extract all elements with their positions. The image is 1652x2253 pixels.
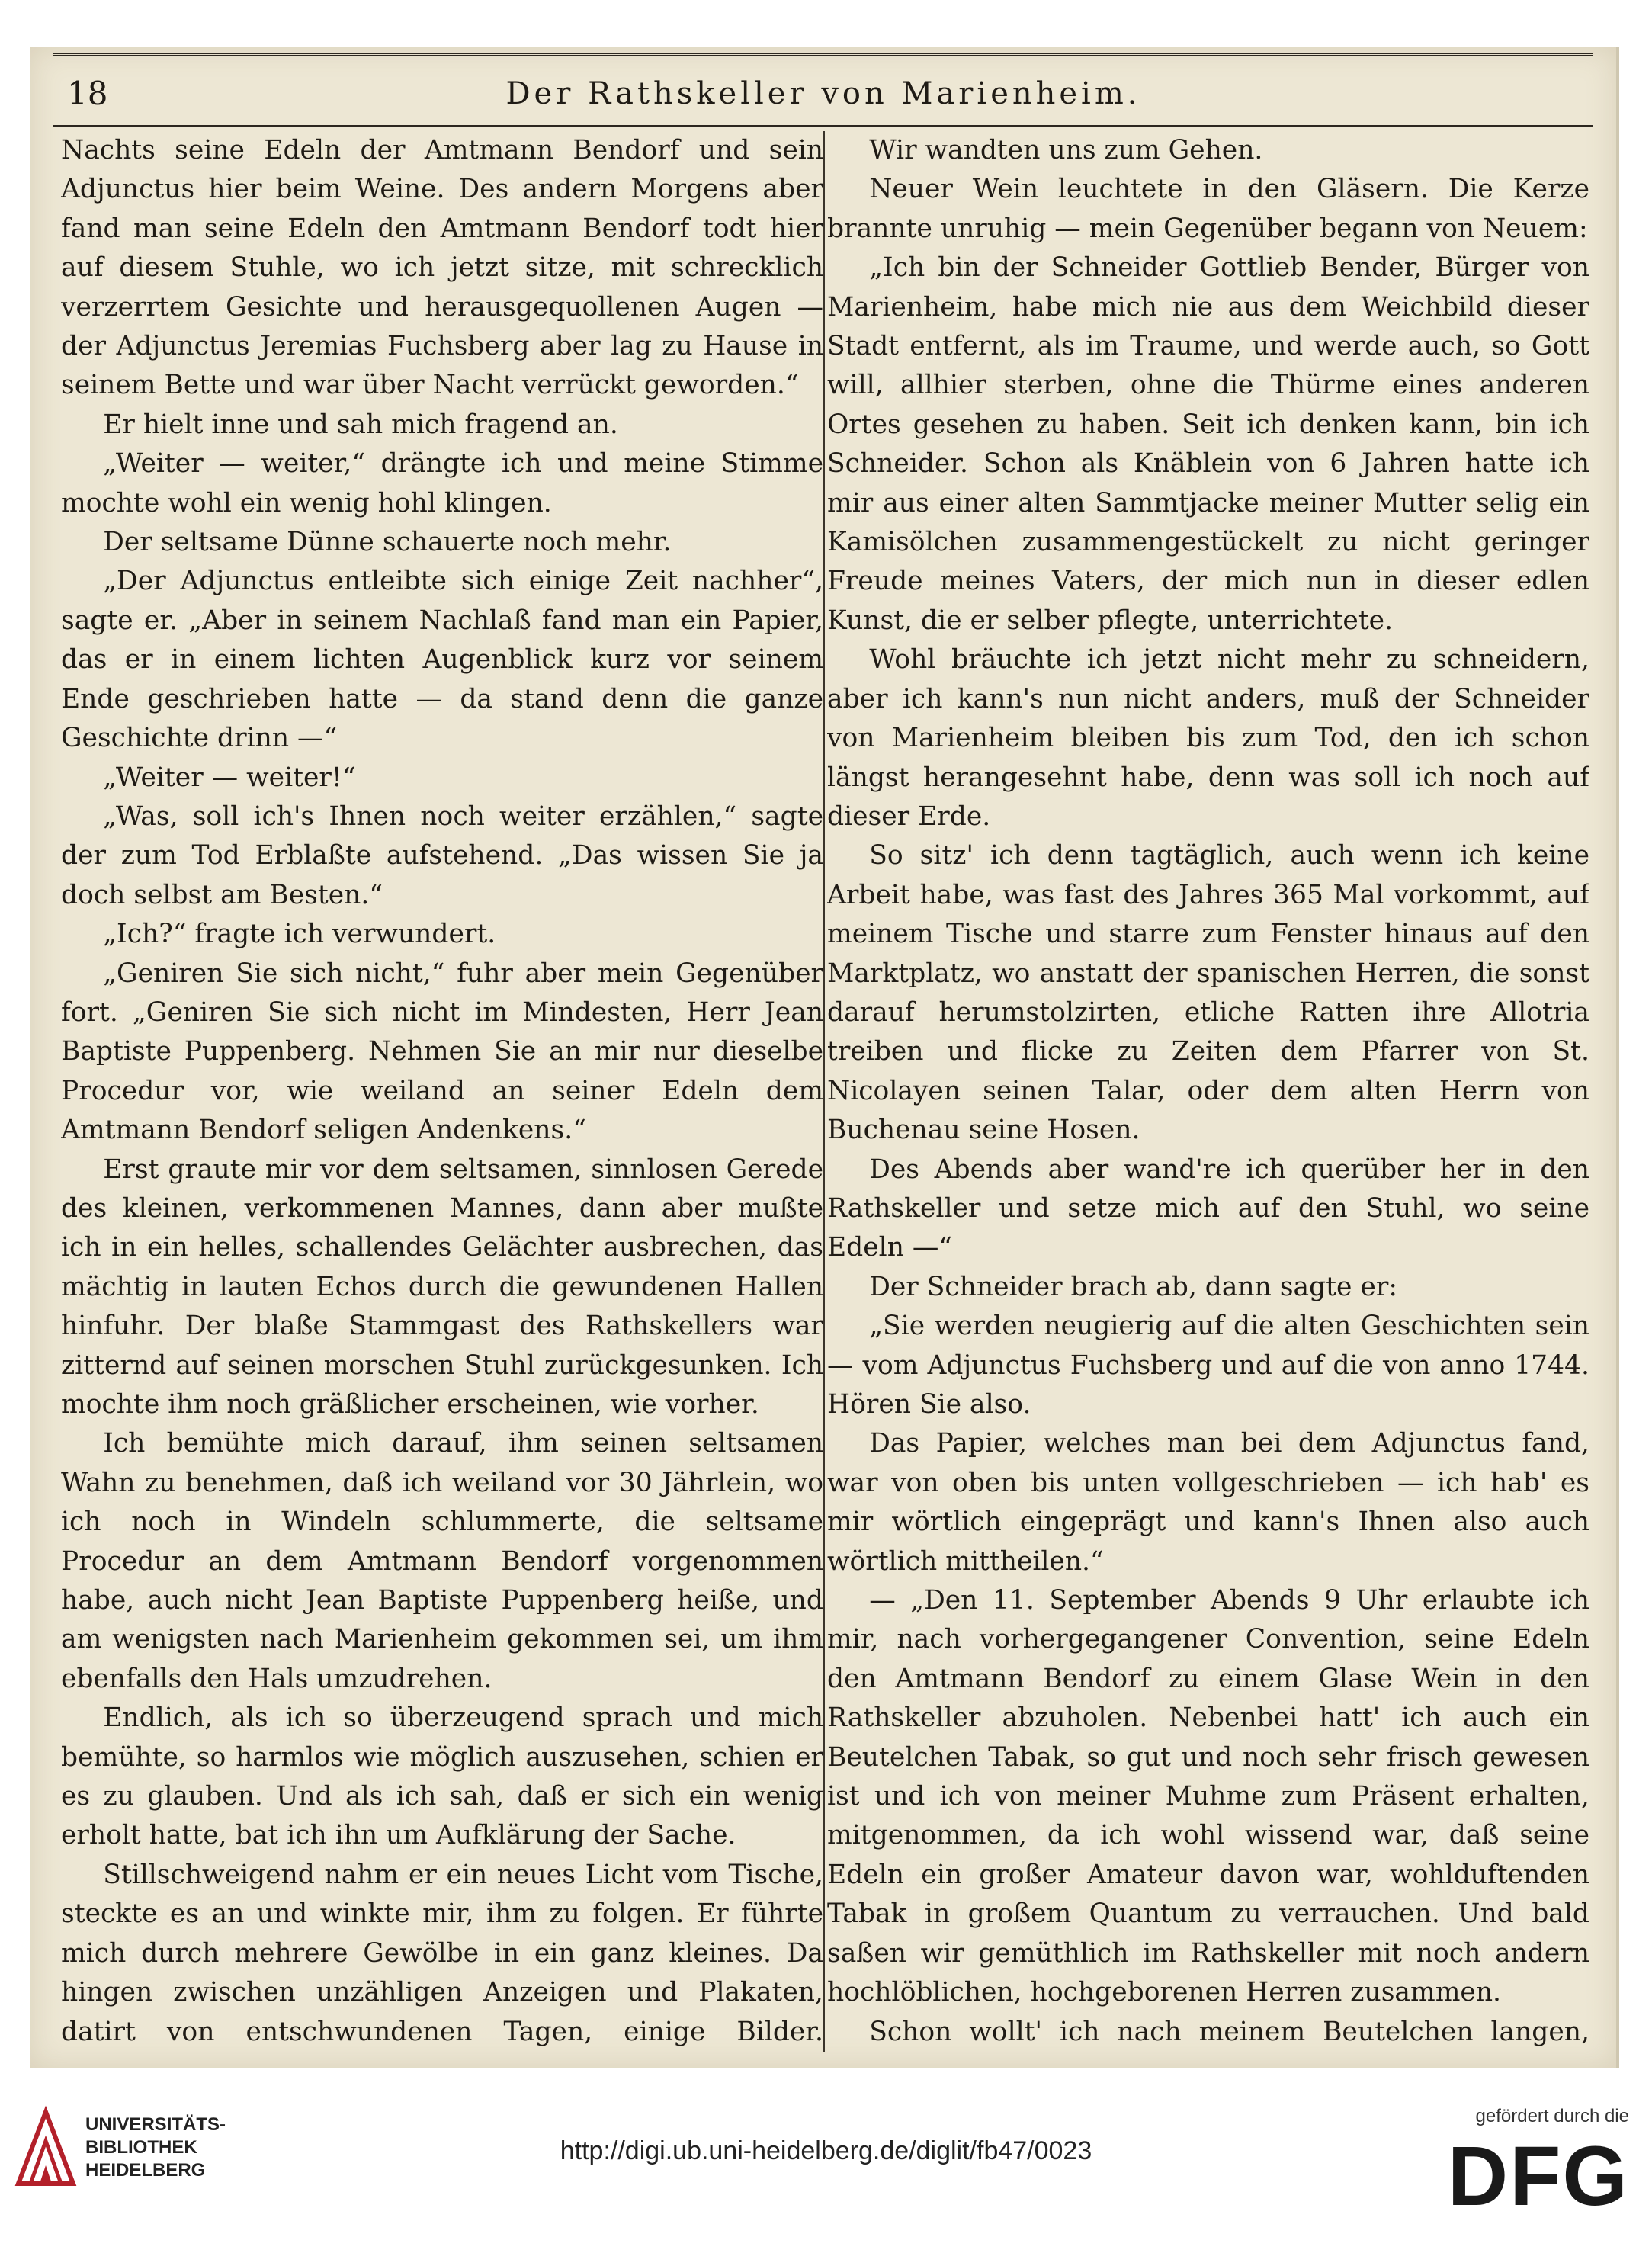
page-number: 18 xyxy=(67,75,108,112)
paragraph: „Ich bin der Schneider Gottlieb Bender, Bürger von Marienheim, habe mich nie aus dem Weichbild dieser Stadt entfernt, als im Traume, und werde auch, so Gott will, allhier sterben, ohne die Thürme eines anderen Ortes gesehen zu haben. Seit ich denken kann, bin ich Schneider. Schon als Knäblein von 6 Jahren hatte ich mir aus einer alten Sammtjacke meiner Mutter selig ein Kamisölchen zusammengestückelt zu nicht geringer Freude meines Vaters, der mich nun in dieser edlen Kunst, die er selber pflegte, unterrichtete. xyxy=(827,252,1589,636)
paragraph: „Was, soll ich's Ihnen noch weiter erzählen,“ sagte der zum Tod Erblaßte aufstehend. „Das wissen Sie ja doch selbst am Besten.“ xyxy=(61,801,823,910)
paragraph: Der Schneider brach ab, dann sagte er: xyxy=(869,1271,1397,1302)
paragraph: Neuer Wein leuchtete in den Gläsern. Die Kerze brannte unruhig — mein Gegenüber begann von Neuem: xyxy=(827,174,1589,244)
paragraph: So sitz' ich denn tagtäglich, auch wenn ich keine Arbeit habe, was fast des Jahres 365 Mal vorkommt, auf meinem Tische und starre zum Fenster hinaus auf den Marktplatz, wo anstatt der spanischen Herren, die sonst darauf herumstolzirten, etliche Ratten ihre Allotria treiben und flicke zu Zeiten dem Pfarrer von St. Nicolayen seinen Talar, oder dem alten Herrn von Buchenau seine Hosen. xyxy=(827,840,1589,1146)
left-column xyxy=(61,131,823,2052)
paragraph: „Weiter — weiter!“ xyxy=(103,762,356,793)
paragraph: Ich bemühte mich darauf, ihm seinen seltsamen Wahn zu benehmen, daß ich weiland vor 30 Jährlein, wo ich noch in Windeln schlummerte, die seltsame Procedur an dem Amtmann Bendorf vorgenommen habe, auch nicht Jean Baptiste Puppenberg heiße, und am wenigsten nach Marienheim gekommen sei, um ihm ebenfalls den Hals umzudrehen. xyxy=(61,1428,823,1694)
paragraph: Der seltsame Dünne schauerte noch mehr. xyxy=(103,527,672,558)
funding-note: gefördert durch die xyxy=(1475,2106,1629,2126)
running-title: Der Rathskeller von Marienheim. xyxy=(505,76,1141,111)
paragraph: Er hielt inne und sah mich fragend an. xyxy=(103,409,618,440)
paragraph: Stillschweigend nahm er ein neues Licht vom Tische, steckte es an und winkte mir, ihm zu folgen. Er führte mich durch mehrere Gewölbe in ein ganz kleines. Da hingen zwischen unzähligen Anzeigen und Plakaten, datirt von entschwundenen Tagen, einige Bilder. xyxy=(61,1859,823,2047)
paragraph: „Geniren Sie sich nicht,“ fuhr aber mein Gegenüber fort. „Geniren Sie sich nicht im Mindesten, Herr Jean Baptiste Puppenberg. Nehmen Sie an mir nur dieselbe Procedur vor, wie weiland an seiner Edeln dem Amtmann Bendorf seligen Andenkens.“ xyxy=(61,958,823,1146)
top-rule xyxy=(53,53,1593,59)
paragraph: Nachts seine Edeln der Amtmann Bendorf und sein Adjunctus hier beim Weine. Des andern Morgens aber fand man seine Edeln den Amtmann Bendorf todt hier auf diesem Stuhle, wo ich jetzt sitze, mit schrecklich verzerrtem Gesichte und herausgequollenen Augen — der Adjunctus Jeremias Fuchsberg aber lag zu Hause in seinem Bette und war über Nacht verrückt geworden.“ xyxy=(61,135,823,401)
paragraph: Wohl bräuchte ich jetzt nicht mehr zu schneidern, aber ich kann's nun nicht anders, muß der Schneider von Marienheim bleiben bis zum Tod, den ich schon längst herangesehnt habe, denn was soll ich noch auf dieser Erde. xyxy=(827,644,1589,832)
paragraph: — „Den 11. September Abends 9 Uhr erlaubte ich mir, nach vorhergegangener Convention, seine Edeln den Amtmann Bendorf zu einem Glase Wein in den Rathskeller abzuholen. Nebenbei hatt' ich auch ein Beutelchen Tabak, so gut und noch sehr frisch gewesen ist und ich von meiner Muhme zum Präsent erhalten, mitgenommen, da ich wohl wissend war, daß seine Edeln ein großer Amateur davon war, wohlduftenden Tabak in großem Quantum zu verrauchen. Und bald saßen wir gemüthlich im Rathskeller mit noch andern hochlöblichen, hochgeborenen Herren zusammen. xyxy=(827,1585,1589,2008)
paragraph: Des Abends aber wand're ich querüber her in den Rathskeller und setze mich auf den Stuhl, wo seine Edeln —“ xyxy=(827,1154,1589,1263)
paragraph: Das Papier, welches man bei dem Adjunctus fand, war von oben bis unten vollgeschrieben — ich hab' es mir wörtlich eingeprägt und kann's Ihnen also auch wörtlich mittheilen.“ xyxy=(827,1428,1589,1577)
institution-name: UNIVERSITÄTS- BIBLIOTHEK HEIDELBERG xyxy=(85,2114,226,2181)
dfg-logo: DFG xyxy=(1447,2129,1629,2223)
paragraph: „Ich?“ fragte ich verwundert. xyxy=(103,919,496,950)
paragraph: Schon wollt' ich nach meinem Beutelchen langen, xyxy=(869,2016,1589,2047)
paragraph: Endlich, als ich so überzeugend sprach und mich bemühte, so harmlos wie möglich auszusehen, schien er es zu glauben. Und als ich sah, daß er sich ein wenig erholt hatte, bat ich ihn um Aufklärung der Sache. xyxy=(61,1703,823,1851)
column-divider xyxy=(823,131,825,2052)
paragraph: Wir wandten uns zum Gehen. xyxy=(869,135,1263,165)
source-url[interactable]: http://digi.ub.uni-heidelberg.de/diglit/fb47/0023 xyxy=(560,2136,1092,2165)
paragraph: Erst graute mir vor dem seltsamen, sinnlosen Gerede des kleinen, verkommenen Mannes, dann aber mußte ich in ein helles, schallendes Gelächter ausbrechen, das mächtig in lauten Echos durch die gewundenen Hallen hinfuhr. Der blaße Stammgast des Rathskellers war zitternd auf seinen morschen Stuhl zurückgesunken. Ich mochte ihm noch gräßlicher erscheinen, wie vorher. xyxy=(61,1154,823,1420)
right-column xyxy=(827,131,1589,2052)
paragraph: „Sie werden neugierig auf die alten Geschichten sein — vom Adjunctus Fuchsberg und auf die von anno 1744. Hören Sie also. xyxy=(827,1311,1589,1420)
paragraph: „Weiter — weiter,“ drängte ich und meine Stimme mochte wohl ein wenig hohl klingen. xyxy=(61,448,823,518)
scanned-page xyxy=(30,47,1619,2068)
paragraph: „Der Adjunctus entleibte sich einige Zeit nachher“, sagte er. „Aber in seinem Nachlaß fand man ein Papier, das er in einem lichten Augenblick kurz vor seinem Ende geschrieben hatte — da stand denn die ganze Geschichte drinn —“ xyxy=(61,566,823,754)
page-header xyxy=(53,72,1593,127)
